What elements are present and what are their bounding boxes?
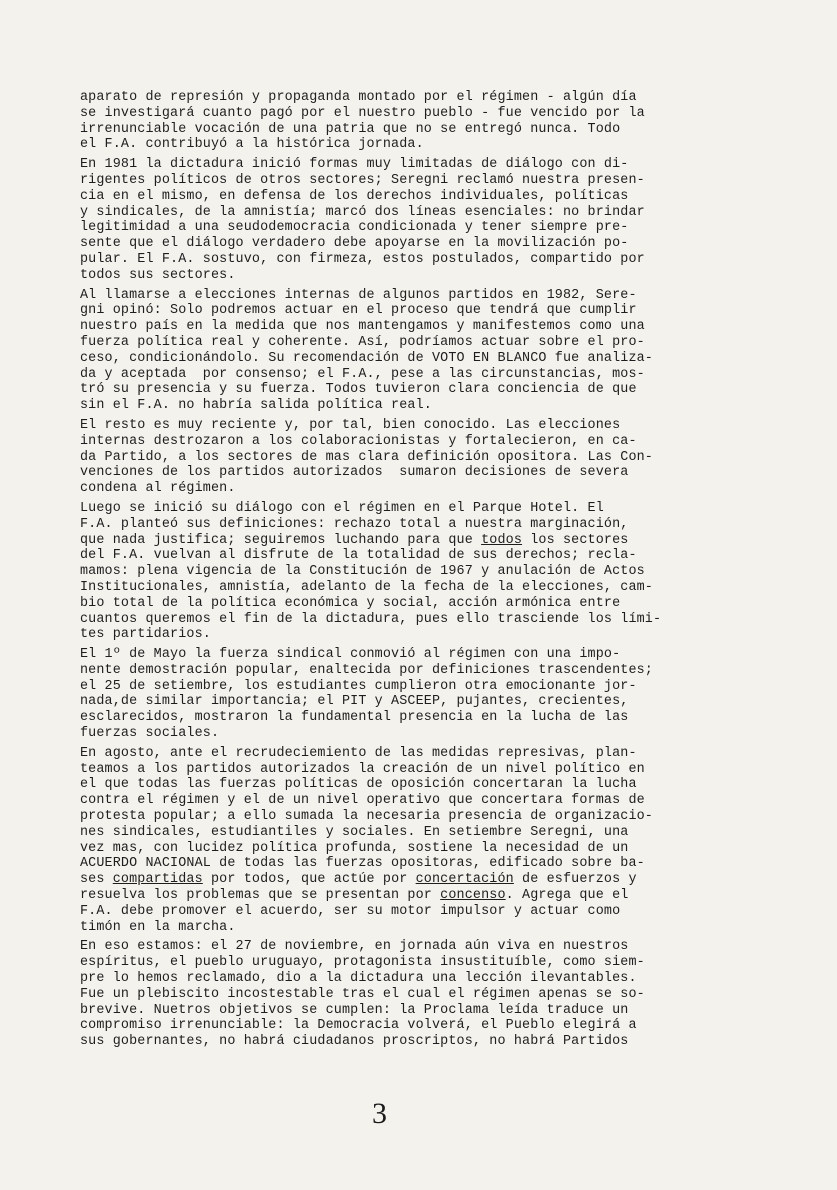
text-line: pular. El F.A. sostuvo, con firmeza, estos postulados, compartido por <box>80 251 645 267</box>
text-line: timón en la marcha. <box>80 919 236 935</box>
text-line: fuerzas sociales. <box>80 726 220 742</box>
text-line: condena al régimen. <box>80 481 236 497</box>
paragraph <box>80 90 780 153</box>
text-line: pre lo hemos reclamado, dio a la dictadura una lección ilevantables. <box>80 971 637 987</box>
text-line: gni opinó: Solo podremos actuar en el proceso que tendrá que cumplir <box>80 303 637 319</box>
text-line: espíritus, el pueblo uruguayo, protagonista insustituíble, como siem- <box>80 955 645 971</box>
paragraph <box>80 288 780 414</box>
text-line: venciones de los partidos autorizados sumaron decisiones de severa <box>80 465 629 481</box>
text-line: nes sindicales, estudiantiles y sociales. En setiembre Seregni, una <box>80 824 629 840</box>
text-line: sus gobernantes, no habrá ciudadanos proscriptos, no habrá Partidos <box>80 1034 629 1050</box>
text-line: El 1º de Mayo la fuerza sindical conmovió al régimen con una impo- <box>80 647 621 663</box>
text-line: teamos a los partidos autorizados la creación de un nivel político en <box>80 761 645 777</box>
text-line: nuestro país en la medida que nos mantengamos y manifestemos como una <box>80 319 645 335</box>
text-line: ACUERDO NACIONAL de todas las fuerzas opositoras, edificado sobre ba- <box>80 856 645 872</box>
text-line: Luego se inició su diálogo con el régimen en el Parque Hotel. El <box>80 500 604 516</box>
paragraph <box>80 501 780 643</box>
text-line: tes partidarios. <box>80 627 211 643</box>
text-line: En 1981 la dictadura inició formas muy limitadas de diálogo con di- <box>80 157 629 173</box>
paragraph <box>80 647 780 742</box>
text-line: ceso, condicionándolo. Su recomendación de VOTO EN BLANCO fue analiza- <box>80 350 653 366</box>
text-line: el F.A. contribuyó a la histórica jornada. <box>80 137 424 153</box>
paragraph <box>80 418 780 497</box>
text-line: bio total de la política económica y social, acción armónica entre <box>80 595 621 611</box>
text-line: brevive. Nuetros objetivos se cumplen: la Proclama leída traduce un <box>80 1002 629 1018</box>
text-line: vez mas, con lucidez política profunda, sostiene la necesidad de un <box>80 840 629 856</box>
text-line: irrenunciable vocación de una patria que no se entregó nunca. Todo <box>80 121 621 137</box>
text-line: sin el F.A. no habría salida política real. <box>80 398 432 414</box>
text-line: F.A. planteó sus definiciones: rechazo total a nuestra marginación, <box>80 516 629 532</box>
body-text <box>80 90 780 1054</box>
text-line: Fue un plebiscito incostestable tras el cual el régimen apenas se so- <box>80 986 645 1002</box>
text-line: En agosto, ante el recrudeciemiento de las medidas represivas, plan- <box>80 745 637 761</box>
text-line: del F.A. vuelvan al disfrute de la totalidad de sus derechos; recla- <box>80 548 637 564</box>
paragraph <box>80 157 780 283</box>
text-line: En eso estamos: el 27 de noviembre, en jornada aún viva en nuestros <box>80 939 629 955</box>
text-line: internas destrozaron a los colaboracionistas y fortalecieron, en ca- <box>80 433 637 449</box>
paragraph <box>80 939 780 1050</box>
text-line: cuantos queremos el fin de la dictadura, pues ello trasciende los lími- <box>80 611 662 627</box>
text-line: compromiso irrenunciable: la Democracia volverá, el Pueblo elegirá a <box>80 1018 637 1034</box>
text-line: que nada justifica; seguiremos luchando para que todos los sectores <box>80 532 629 548</box>
text-line: nente demostración popular, enaltecida por definiciones trascendentes; <box>80 662 653 678</box>
text-line: da Partido, a los sectores de mas clara definición opositora. Las Con- <box>80 449 653 465</box>
text-line: y sindicales, de la amnistía; marcó dos líneas esenciales: no brindar <box>80 204 645 220</box>
text-line: El resto es muy reciente y, por tal, bien conocido. Las elecciones <box>80 417 621 433</box>
text-line: aparato de represión y propaganda montado por el régimen - algún día <box>80 90 637 105</box>
text-line: legitimidad a una seudodemocracia condicionada y tener siempre pre- <box>80 220 629 236</box>
text-line: contra el régimen y el de un nivel operativo que concertara formas de <box>80 793 645 809</box>
text-line: sente que el diálogo verdadero debe apoyarse en la movilización po- <box>80 236 629 252</box>
text-line: cia en el mismo, en defensa de los derechos individuales, políticas <box>80 188 629 204</box>
text-line: se investigará cuanto pagó por el nuestro pueblo - fue vencido por la <box>80 105 645 121</box>
text-line: nada,de similar importancia; el PIT y ASCEEP, pujantes, crecientes, <box>80 694 629 710</box>
text-line: el 25 de setiembre, los estudiantes cumplieron otra emocionante jor- <box>80 678 637 694</box>
text-line: resuelva los problemas que se presentan por concenso. Agrega que el <box>80 888 629 904</box>
text-line: F.A. debe promover el acuerdo, ser su motor impulsor y actuar como <box>80 903 621 919</box>
text-line: rigentes políticos de otros sectores; Seregni reclamó nuestra presen- <box>80 172 645 188</box>
text-line: tró su presencia y su fuerza. Todos tuvieron clara conciencia de que <box>80 382 637 398</box>
text-line: Institucionales, amnistía, adelanto de la fecha de la elecciones, cam- <box>80 579 653 595</box>
text-line: fuerza política real y coherente. Así, podríamos actuar sobre el pro- <box>80 334 645 350</box>
text-line: esclarecidos, mostraron la fundamental presencia en la lucha de las <box>80 710 629 726</box>
page-number: 3 <box>372 1097 387 1130</box>
text-line: todos sus sectores. <box>80 267 236 283</box>
text-line: Al llamarse a elecciones internas de algunos partidos en 1982, Sere- <box>80 287 637 303</box>
text-line: protesta popular; a ello sumada la necesaria presencia de organizacio- <box>80 809 653 825</box>
paragraph <box>80 746 780 936</box>
text-line: el que todas las fuerzas políticas de oposición concertaran la lucha <box>80 777 637 793</box>
text-line: mamos: plena vigencia de la Constitución de 1967 y anulación de Actos <box>80 564 645 580</box>
text-line: da y aceptada por consenso; el F.A., pese a las circunstancias, mos- <box>80 366 645 382</box>
text-line: ses compartidas por todos, que actúe por concertación de esfuerzos y <box>80 872 637 888</box>
